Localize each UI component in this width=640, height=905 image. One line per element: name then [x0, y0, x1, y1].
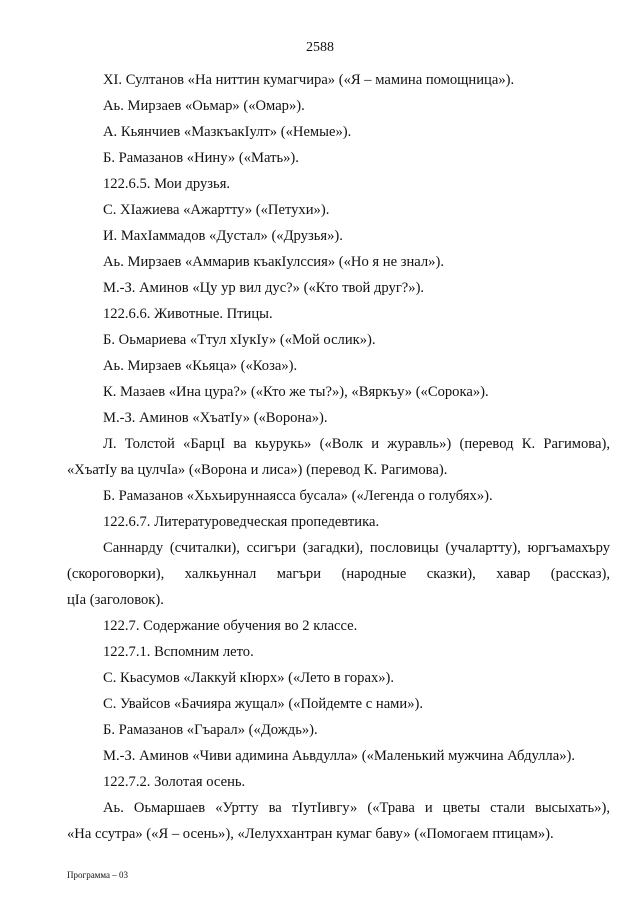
paragraph-line: Саннарду (считалки), ссигъри (загадки), пословицы (учалартту), юргъамахъру: [103, 540, 610, 556]
text-line: Аь. Мирзаев «Аммарив къакIулссия» («Но я не знал»).: [103, 254, 444, 270]
text-line: Аь. Мирзаев «Кьяца» («Коза»).: [103, 358, 298, 374]
paragraph-line: цIа (заголовок).: [67, 592, 164, 608]
paragraph-line: Аь. Оьмаршаев «Уртту ва тIутIивгу» («Трава и цветы стали высыхать»),: [103, 800, 610, 816]
text-line: Б. Рамазанов «Гъарал» («Дождь»).: [103, 722, 318, 738]
paragraph-line: «ХъатIу ва цулчIа» («Ворона и лиса») (перевод К. Рагимова).: [67, 462, 448, 478]
text-line: И. МахIаммадов «Дустал» («Друзья»).: [103, 228, 343, 244]
section-heading: 122.6.7. Литературоведческая пропедевтика.: [103, 514, 380, 530]
paragraph-line: Л. Толстой «БарцI ва кьурукь» («Волк и журавль») (перевод К. Рагимова),: [103, 436, 610, 452]
text-line: Б. Оьмариева «Ттул хIукIу» («Мой ослик»).: [103, 332, 376, 348]
paragraph-line: (скороговорки), халкьуннал магъри (народные сказки), хавар (рассказ),: [67, 566, 610, 582]
paragraph-tolstoy: [67, 431, 610, 483]
text-line: К. Мазаев «Ина цура?» («Кто же ты?»), «Вяркъу» («Сорока»).: [103, 384, 489, 400]
footer-label: Программа – 03: [67, 870, 129, 880]
paragraph-line: «На ссутра» («Я – осень»), «Лелуххантран кумаг баву» («Помогаем птицам»).: [67, 826, 554, 842]
text-line: С. Увайсов «Бачияра жущал» («Пойдемте с нами»).: [103, 696, 424, 712]
text-line: Б. Рамазанов «Хьхьируннаясса бусала» («Легенда о голубях»).: [103, 488, 493, 504]
text-line: Б. Рамазанов «Нину» («Мать»).: [103, 150, 299, 166]
section-heading: 122.6.5. Мои друзья.: [103, 176, 231, 192]
paragraph-autumn: [67, 795, 610, 847]
page-number: 2588: [306, 40, 334, 55]
text-line: М.-З. Аминов «Чиви адимина Аьвдулла» («Маленький мужчина Абдулла»).: [103, 748, 576, 764]
section-heading: 122.7.1. Вспомним лето.: [103, 644, 254, 660]
section-heading: 122.7. Содержание обучения во 2 классе.: [103, 618, 358, 634]
text-line: М.-З. Аминов «ХъатIу» («Ворона»).: [103, 410, 328, 426]
text-line: А. Кьянчиев «МазкъакIулт» («Немые»).: [103, 124, 352, 140]
text-line: С. ХIажиева «Ажартту» («Петухи»).: [103, 202, 330, 218]
text-line: М.-З. Аминов «Цу ур вил дус?» («Кто твой друг?»).: [103, 280, 425, 296]
section-heading: 122.6.6. Животные. Птицы.: [103, 306, 273, 322]
text-line: XI. Султанов «На ниттин кумагчира» («Я – мамина помощница»).: [103, 72, 515, 88]
document-body: [67, 67, 610, 847]
text-line: С. Кьасумов «Лаккуй кIюрх» («Лето в горах»).: [103, 670, 395, 686]
paragraph-genres: [67, 535, 610, 613]
section-heading: 122.7.2. Золотая осень.: [103, 774, 246, 790]
text-line: Аь. Мирзаев «Оьмар» («Омар»).: [103, 98, 305, 114]
